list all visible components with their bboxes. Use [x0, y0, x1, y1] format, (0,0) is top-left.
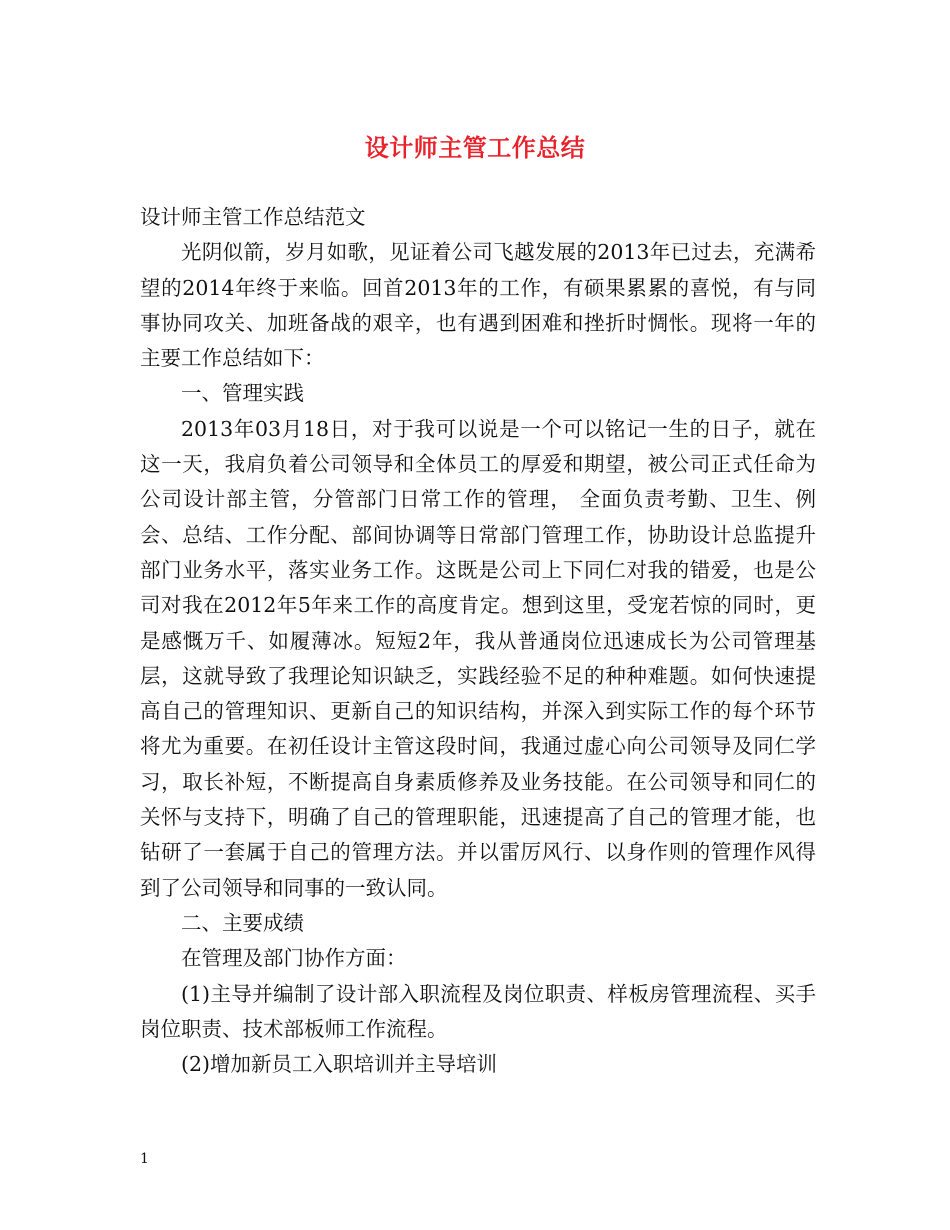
section-heading-management-practice: 一、管理实践	[181, 381, 304, 406]
document-subtitle: 设计师主管工作总结范文	[140, 205, 366, 229]
page-number: 1	[140, 1151, 149, 1167]
paragraph-collaboration-intro: 在管理及部门协作方面：	[181, 946, 407, 971]
document-body	[140, 200, 816, 1082]
page-title: 设计师主管工作总结	[364, 133, 586, 162]
paragraph-management-practice: 2013年03月18日，对于我可以说是一个可以铭记一生的日子，就在这一天，我肩负着公司领导和全体员工的厚爱和期望，被公司正式任命为公司设计部主管，分管部门日常工作的管理， 全面负责考勤、卫生、例会、总结、工作分配、部间协调等日常部门管理工作，协助设计总监提升部门业务水平，落实业务工作。这既是公司上下同仁对我的错爱，也是公司对我在2012年5年来工作的高度肯定。想到这里，受宠若惊的同时，更是感慨万千、如履薄冰。短短2年，我从普通岗位迅速成长为公司管理基层，这就导致了我理论知识缺乏，实践经验不足的种种难题。如何快速提高自己的管理知识、更新自己的知识结构，并深入到实际工作的每个环节将尤为重要。在初任设计主管这段时间，我通过虚心向公司领导及同仁学习，取长补短，不断提高自身素质修养及业务技能。在公司领导和同仁的关怀与支持下，明确了自己的管理职能，迅速提高了自己的管理才能，也钻研了一套属于自己的管理方法。并以雷厉风行、以身作则的管理作风得到了公司领导和同事的一致认同。	[140, 416, 816, 900]
list-item-2: (2)增加新员工入职培训并主导培训	[181, 1052, 498, 1077]
paragraph-intro: 光阴似箭，岁月如歌，见证着公司飞越发展的2013年已过去，充满希望的2014年终于来临。回首2013年的工作，有硕果累累的喜悦，有与同事协同攻关、加班备战的艰辛，也有遇到困难和挫折时惆怅。现将一年的主要工作总结如下：	[140, 240, 816, 371]
section-heading-main-achievements: 二、主要成绩	[181, 910, 304, 935]
list-item-1: (1)主导并编制了设计部入职流程及岗位职责、样板房管理流程、买手岗位职责、技术部板师工作流程。	[140, 981, 816, 1041]
